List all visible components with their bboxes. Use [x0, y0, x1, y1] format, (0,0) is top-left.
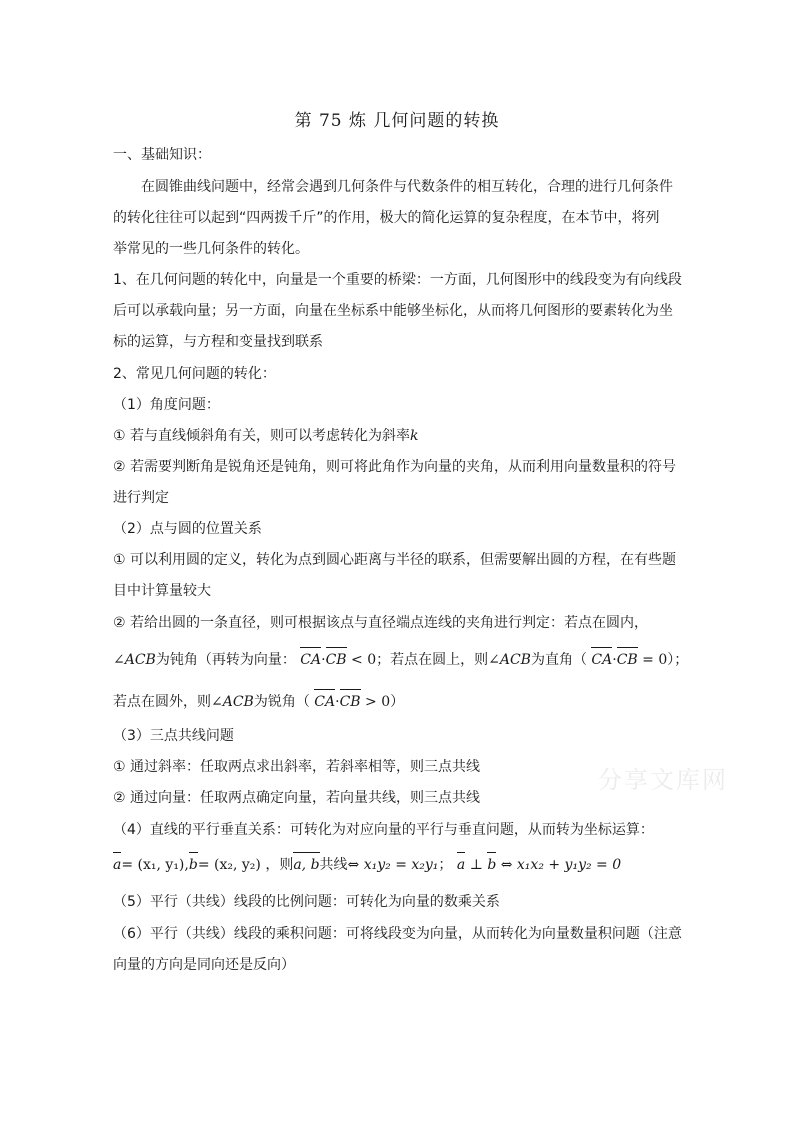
circle-item-2-line-1: ② 若给出圆的一条直径，则可根据该点与直径端点连线的夹角进行判定：若点在圆内，: [113, 615, 648, 631]
angle-item-1: ① 若与直线倾斜角有关，则可以考虑转化为斜率k: [113, 428, 419, 444]
section-heading: 一、基础知识：: [113, 147, 211, 163]
subheading-ratio: （5）平行（共线）线段的比例问题：可转化为向量的数乘关系: [113, 894, 500, 910]
angle-item-2-line-2: 进行判定: [113, 490, 169, 506]
vector-a: a: [113, 857, 122, 873]
point1-line-3: 标的运算，与方程和变量找到联系: [113, 334, 323, 350]
circle-item-2-line-3: 若点在圆外，则∠ACB为锐角（ CA·CB > 0）: [113, 694, 405, 710]
subheading-product-line-1: （6）平行（共线）线段的乘积问题：可将线段变为向量，从而转化为向量数量积问题（注意: [113, 926, 682, 942]
point2-heading: 2、常见几何问题的转化：: [113, 366, 276, 382]
intro-line-3: 举常见的一些几何条件的转化。: [113, 241, 309, 257]
subheading-angle: （1）角度问题：: [113, 397, 220, 413]
angle-item-2-line-1: ② 若需要判断角是锐角还是钝角，则可将此角作为向量的夹角，从而利用向量数量积的符号: [113, 459, 676, 475]
subheading-point-circle: （2）点与圆的位置关系: [113, 521, 262, 537]
circle-item-2-line-2: ∠ACB为钝角（再转为向量： CA·CB < 0；若点在圆上，则∠ACB为直角（ CA·CB = 0）；: [113, 652, 689, 668]
circle-item-1-line-2: 目中计算量较大: [113, 583, 211, 599]
subheading-collinear: （3）三点共线问题: [113, 728, 234, 744]
vector-b: b: [188, 857, 198, 873]
watermark: 分享文库网: [598, 766, 728, 794]
vector-ca: CA: [300, 652, 322, 668]
intro-line-1: 在圆锥曲线问题中，经常会遇到几何条件与代数条件的相互转化，合理的进行几何条件: [141, 179, 673, 195]
vector-cb: CB: [325, 652, 347, 668]
parallel-perpendicular-formula: a= (x₁, y₁),b= (x₂, y₂) ，则a, b共线⇔ x₁y₂ = x₂y₁； a ⊥ b ⇔ x₁x₂ + y₁y₂ = 0: [113, 857, 622, 873]
circle-item-1-line-1: ① 可以利用圆的定义，转化为点到圆心距离与半径的联系，但需要解出圆的方程，在有些题: [113, 552, 676, 568]
subheading-product-line-2: 向量的方向是同向还是反向）: [113, 957, 295, 973]
collinear-item-1: ① 通过斜率：任取两点求出斜率，若斜率相等，则三点共线: [113, 759, 480, 775]
point1-line-2: 后可以承载向量；另一方面，向量在坐标系中能够坐标化，从而将几何图形的要素转化为坐: [113, 303, 673, 319]
subheading-parallel-perpendicular: （4）直线的平行垂直关系：可转化为对应向量的平行与垂直问题，从而转为坐标运算：: [113, 822, 654, 838]
collinear-item-2: ② 通过向量：任取两点确定向量，若向量共线，则三点共线: [113, 790, 480, 806]
point1-line-1: 1、在几何问题的转化中，向量是一个重要的桥梁：一方面，几何图形中的线段变为有向线段: [113, 272, 682, 288]
page-title: 第 75 炼 几何问题的转换: [294, 111, 500, 131]
intro-line-2: 的转化往往可以起到“四两拨千斤”的作用，极大的简化运算的复杂程度，在本节中，将列: [113, 210, 660, 226]
